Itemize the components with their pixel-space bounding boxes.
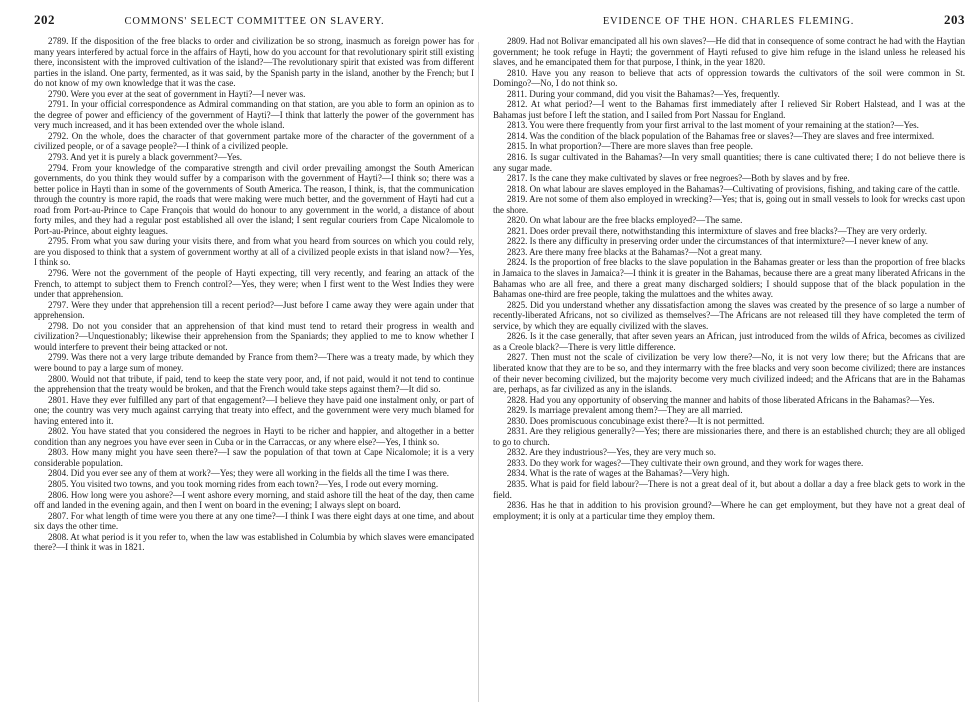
question-answer-text: Are they industrious?—Yes, they are very much so.	[529, 447, 716, 458]
testimony-entry	[34, 321, 474, 353]
question-answer-text: How many might you have seen there?—I saw the population of that town at Cape Nicalomole; it is a very considerable population.	[34, 447, 475, 468]
testimony-entry	[493, 226, 965, 237]
testimony-entry	[34, 300, 474, 321]
question-number: 2820.	[507, 215, 528, 226]
question-number: 2811.	[507, 88, 528, 99]
left-running-head: COMMONS' SELECT COMMITTEE ON SLAVERY.	[124, 16, 385, 27]
testimony-entry	[493, 447, 965, 458]
question-number: 2815.	[507, 141, 528, 152]
question-number: 2792.	[48, 130, 69, 141]
testimony-entry	[34, 36, 474, 89]
question-answer-text: Is there any difficulty in preserving order under the circumstances of that intermixture?—I never knew of any.	[529, 236, 929, 247]
question-number: 2817.	[507, 173, 528, 184]
question-number: 2797.	[48, 299, 69, 310]
question-number: 2800.	[48, 373, 69, 384]
question-number: 2818.	[507, 183, 528, 194]
testimony-entry	[493, 331, 965, 352]
right-page-number: 203	[944, 12, 965, 27]
testimony-entry	[34, 152, 474, 163]
question-number: 2802.	[48, 426, 69, 437]
testimony-entry	[493, 352, 965, 394]
question-number: 2794.	[48, 162, 69, 173]
testimony-entry	[34, 490, 474, 511]
testimony-entry	[493, 395, 965, 406]
question-number: 2809.	[507, 36, 528, 46]
question-answer-text: Have you any reason to believe that acts of oppression towards the cultivators of the soil were common in St. Domingo?—No, I do not think so.	[493, 67, 966, 89]
question-answer-text: On what labour are slaves employed in the Bahamas?—Cultivating of provisions, fishing, and taking care of the cattle.	[529, 183, 960, 194]
question-answer-text: Have they ever fulfilled any part of that engagement?—I believe they have paid one instalment only, or part of one; the country was very much against carrying that treaty into effect, and the government were very much blamed for having entered into it.	[34, 394, 474, 426]
left-page-header	[34, 12, 474, 28]
right-page-body	[493, 36, 965, 521]
question-answer-text: During your command, did you visit the Bahamas?—Yes, frequently.	[529, 88, 780, 99]
question-number: 2825.	[507, 299, 528, 310]
question-answer-text: Then must not the scale of civilization be very low there?—No, it is not very low there; but the Africans that are liberated know that they are to be so, and they intermarry with the free blacks and very soon become civilized; there are instances of their never becoming civilized, but the majority become very much civilized indeed; and the Africans that are in the Bahamas are, perhaps, as far civilized as any in the islands.	[493, 352, 965, 395]
question-number: 2805.	[48, 478, 69, 489]
testimony-entry	[34, 479, 474, 490]
question-number: 2793.	[48, 152, 69, 163]
left-page	[6, 12, 478, 708]
question-answer-text: Is marriage prevalent among them?—They are all married.	[529, 405, 743, 416]
question-answer-text: Is sugar cultivated in the Bahamas?—In very small quantities; there is cane cultivated there; I do not believe there is any sugar made.	[493, 152, 965, 173]
testimony-entry	[34, 511, 474, 532]
testimony-entry	[493, 152, 965, 173]
left-page-number: 202	[34, 12, 55, 27]
testimony-entry	[493, 99, 965, 120]
question-answer-text: Is the cane they make cultivated by slaves or free negroes?—Both by slaves and by free.	[529, 173, 850, 184]
testimony-entry	[34, 426, 474, 447]
question-answer-text: And yet it is purely a black government?—Yes.	[70, 152, 243, 163]
question-answer-text: Do they work for wages?—They cultivate their own ground, and they work for wages there.	[529, 457, 864, 468]
question-answer-text: At what period is it you refer to, when the law was established in Columbia by which slaves were emancipated there?—I think it was in 1821.	[34, 531, 474, 553]
question-number: 2790.	[48, 88, 69, 99]
question-number: 2826.	[507, 331, 528, 342]
testimony-entry	[493, 120, 965, 131]
question-answer-text: Were you ever at the seat of government in Hayti?—I never was.	[70, 88, 306, 99]
testimony-entry	[34, 447, 474, 468]
testimony-entry	[493, 500, 965, 521]
question-number: 2796.	[48, 268, 69, 279]
testimony-entry	[493, 215, 965, 226]
question-number: 2831.	[507, 426, 528, 437]
question-number: 2813.	[507, 120, 528, 131]
question-answer-text: Was the condition of the black population of the Bahamas free or slaves?—They are slaves and free intermixed.	[529, 130, 935, 141]
question-number: 2798.	[48, 320, 69, 331]
question-number: 2821.	[507, 225, 528, 236]
question-number: 2829.	[507, 405, 528, 416]
testimony-entry	[34, 236, 474, 268]
testimony-entry	[493, 468, 965, 479]
question-answer-text: Is it the case generally, that after seven years an African, just introduced from the wilds of Africa, becomes as civilized as a Creole black?—There is very little difference.	[493, 331, 966, 352]
question-number: 2824.	[507, 257, 528, 268]
question-number: 2836.	[507, 500, 528, 511]
testimony-entry	[493, 184, 965, 195]
question-number: 2816.	[507, 152, 528, 163]
question-answer-text: In your official correspondence as Admiral commanding on that station, are you able to form an opinion as to the degree of power and efficiency of the government of Hayti?—I think that latterly the power of the government has very much increased, and it has been extended over the whole island.	[34, 99, 475, 131]
question-number: 2823.	[507, 246, 528, 257]
testimony-entry	[34, 131, 474, 152]
question-number: 2807.	[48, 510, 69, 521]
question-answer-text: Does promiscuous concubinage exist there?—It is not permitted.	[529, 415, 765, 426]
question-number: 2828.	[507, 394, 528, 405]
testimony-entry	[493, 405, 965, 416]
question-number: 2810.	[507, 67, 528, 78]
right-page	[479, 12, 975, 708]
question-answer-text: Are they religious generally?—Yes; there are missionaries there, and there is an established church; they are all obliged to go to church.	[493, 426, 965, 447]
question-number: 2822.	[507, 236, 528, 247]
testimony-entry	[493, 89, 965, 100]
question-number: 2827.	[507, 352, 528, 363]
testimony-entry	[493, 236, 965, 247]
question-number: 2835.	[507, 478, 528, 489]
testimony-entry	[493, 416, 965, 427]
testimony-entry	[493, 257, 965, 299]
question-answer-text: From your knowledge of the comparative strength and civil order prevailing amongst the South American governments, do you think they would suffer by a comparison with the government of Hayti?—I think so; there was a better police in Hayti than in some of the governments of South America. The reason, I think, is, that the communication through the country is more rapid, the roads that were making were much better, and the government of Hayti had cut a road from Port-au-Prince to Cape François that would do honour to any government in the world, a distance of about forty miles, and they had a regular post established all over the island; I sent regular couriers from Cape Nicalomole to Port-au-Prince, about eighty leagues.	[34, 162, 475, 236]
question-answer-text: On what labour are the free blacks employed?—The same.	[529, 215, 743, 226]
question-answer-text: Do not you consider that an apprehension of that kind must tend to retard their progress in wealth and civilization?—Unquestionably; likewise their apprehension from the Spaniards; they applied to me to know whether I would interfere to prevent their being attacked or not.	[34, 320, 474, 352]
question-answer-text: What is paid for field labour?—There is not a great deal of it, but about a dollar a day a free black gets to work in the field.	[493, 478, 966, 500]
question-number: 2799.	[48, 352, 69, 363]
question-number: 2834.	[507, 468, 528, 479]
right-page-header	[493, 12, 965, 28]
question-number: 2808.	[48, 531, 69, 542]
question-answer-text: From what you saw during your visits there, and from what you heard from sources on which you could rely, are you disposed to think that a system of government worthy at all of a civilized people exists in that island now?—Yes, I think so.	[34, 236, 474, 268]
question-number: 2801.	[48, 394, 69, 405]
testimony-entry	[493, 36, 965, 68]
question-answer-text: Did you understand whether any dissatisfaction among the slaves was created by the presence of so large a number of recently-liberated Africans, not so civilized as themselves?—The Africans are not released till they have completed the term of service, by which they are equally civilized with the slaves.	[493, 299, 965, 331]
testimony-entry	[34, 352, 474, 373]
question-answer-text: Were not the government of the people of Hayti expecting, till very recently, and fearing an attack of the French, to attempt to subject them to French control?—Yes, they were; when I first went to the West Indies they were under that apprehension.	[34, 268, 474, 300]
question-answer-text: What is the rate of wages at the Bahamas?—Very high.	[529, 468, 730, 479]
testimony-entry	[34, 268, 474, 300]
question-number: 2812.	[507, 99, 528, 110]
question-answer-text: How long were you ashore?—I went ashore every morning, and staid ashore till the heat of the day, then came off and landed in the evening again, and then I went on board in the evening; I always slept on board.	[34, 489, 474, 511]
question-number: 2789.	[48, 36, 69, 46]
question-number: 2814.	[507, 130, 528, 141]
question-answer-text: Was there not a very large tribute demanded by France from them?—There was a treaty made, by which they were bound to pay a large sum of money.	[34, 352, 474, 373]
question-answer-text: Did you ever see any of them at work?—Yes; they were all working in the fields all the time I was there.	[70, 468, 450, 479]
left-page-body	[34, 36, 474, 553]
question-number: 2804.	[48, 468, 69, 479]
question-answer-text: Were they under that apprehension till a recent period?—Just before I came away they were again under that apprehension.	[34, 299, 474, 321]
question-number: 2819.	[507, 194, 528, 205]
question-number: 2806.	[48, 489, 69, 500]
question-number: 2803.	[48, 447, 69, 458]
testimony-entry	[493, 194, 965, 215]
question-answer-text: Does order prevail there, notwithstanding this intermixture of slaves and free blacks?—They are very orderly.	[529, 225, 927, 236]
testimony-entry	[493, 300, 965, 332]
question-number: 2791.	[48, 99, 69, 110]
testimony-entry	[34, 89, 474, 100]
question-number: 2832.	[507, 447, 528, 458]
question-answer-text: If the disposition of the free blacks to order and civilization be so strong, inasmuch as foreign power has for many years interfered by actual force in the affairs of Hayti, how do you account for that revolutionary spirit still existing there, inconsistent with the improved cultivation of the island?—The revolutionary spirit that existed was from different parties in the island. One party, fermented, as it was said, by the Spanish party in the island, another by the French; but I do not know of my own knowledge that it was the case.	[34, 36, 475, 89]
question-answer-text: For what length of time were you there at any one time?—I think I was there eight days at one time, and about six days the other time.	[34, 510, 474, 532]
testimony-entry	[493, 479, 965, 500]
testimony-entry	[493, 247, 965, 258]
testimony-entry	[493, 68, 965, 89]
testimony-entry	[34, 468, 474, 479]
question-answer-text: At what period?—I went to the Bahamas first immediately after I relieved Sir Robert Halstead, and I was at the Bahamas just before I left the station, and I sailed from Port Nassau for England.	[493, 99, 965, 120]
question-answer-text: You were there frequently from your first arrival to the last moment of your remaining at the station?—Yes.	[529, 120, 919, 131]
question-answer-text: Has he that in addition to his provision ground?—Where he can get employment, but they have not a great deal of employment; it is only at a particular time they employ them.	[493, 500, 965, 521]
question-answer-text: In what proportion?—There are more slaves than free people.	[529, 141, 753, 152]
question-answer-text: On the whole, does the character of that government partake more of the character of the government of a civilized people, or of a savage people?—I think of a civilized people.	[34, 130, 474, 152]
question-answer-text: Is the proportion of free blacks to the slave population in the Bahamas greater or less than the proportion of free blacks in Jamaica to the slaves in Jamaica?—I think it is greater in the Bahamas, because there are a great many liberated Africans in the Bahamas who are all free, and there a great many discharged soldiers; I should suppose that of the black population in the Bahamas one-third are free people, taking the mulattoes and the whites away.	[493, 257, 965, 300]
question-answer-text: Would not that tribute, if paid, tend to keep the state very poor, and, if not paid, would it not tend to continue the apprehension that the treaty would be broken, and that the French would take steps against them?—It did so.	[34, 373, 474, 395]
testimony-entry	[34, 374, 474, 395]
question-answer-text: Had you any opportunity of observing the manner and habits of those liberated Africans in the Bahamas?—Yes.	[529, 394, 935, 405]
testimony-entry	[493, 173, 965, 184]
right-running-head: EVIDENCE OF THE HON. CHARLES FLEMING.	[602, 16, 855, 27]
question-answer-text: Are not some of them also employed in wrecking?—Yes; that is, going out in small vessels to look for wrecks cast upon the shore.	[493, 194, 965, 215]
question-answer-text: You have stated that you considered the negroes in Hayti to be richer and happier, and altogether in a better condition than any negroes you have ever seen in Cuba or in the Carraccas, or any where else?—Yes, I think so.	[34, 426, 474, 447]
question-answer-text: Are there many free blacks at the Bahamas?—Not a great many.	[529, 246, 762, 257]
testimony-entry	[34, 532, 474, 553]
question-number: 2795.	[48, 236, 69, 247]
testimony-entry	[34, 99, 474, 131]
question-answer-text: You visited two towns, and you took morning rides from each town?—Yes, I rode out every morning.	[70, 478, 439, 489]
question-number: 2830.	[507, 415, 528, 426]
testimony-entry	[34, 163, 474, 237]
testimony-entry	[493, 426, 965, 447]
question-number: 2833.	[507, 457, 528, 468]
testimony-entry	[493, 458, 965, 469]
testimony-entry	[493, 141, 965, 152]
testimony-entry	[34, 395, 474, 427]
testimony-entry	[493, 131, 965, 142]
question-answer-text: Had not Bolivar emancipated all his own slaves?—He did that in consequence of some contract he had with the Haytian government; he took refuge in Hayti; the government of Hayti refused to give him refuge in the island unless he released his slaves, and he emancipated them for that purpose, I think, in the year 1820.	[493, 36, 966, 68]
